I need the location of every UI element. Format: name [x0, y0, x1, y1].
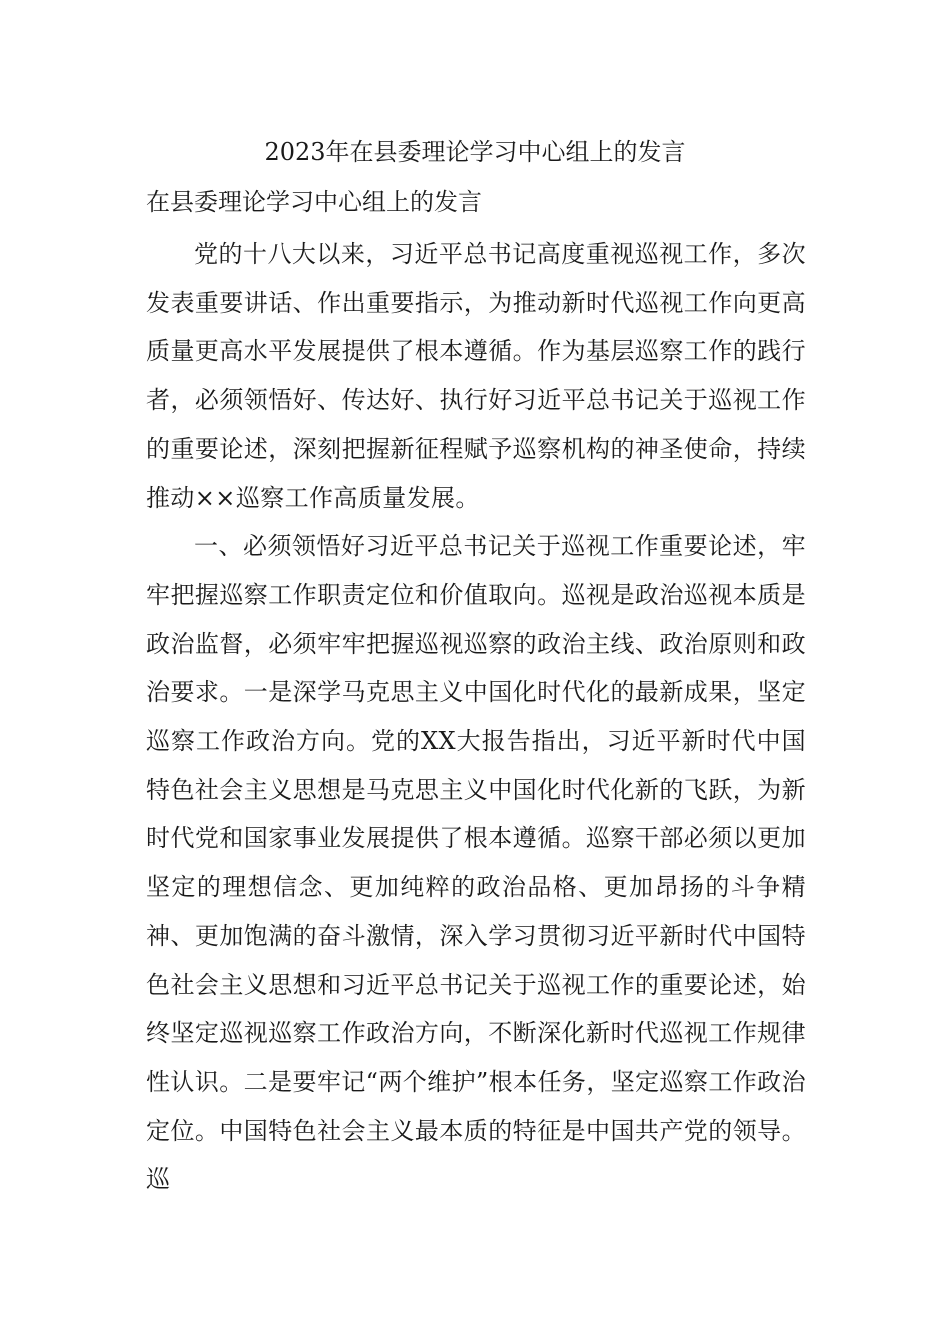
paragraph-intro: 党的十八大以来，习近平总书记高度重视巡视工作，多次发表重要讲话、作出重要指示，为推动新时代巡视工作向更高质量更高水平发展提供了根本遵循。作为基层巡察工作的践行者，必须领悟好、传达好、执行好习近平总书记关于巡视工作的重要论述，深刻把握新征程赋予巡察机构的神圣使命，持续推动××巡察工作高质量发展。: [146, 240, 806, 512]
document-body: [146, 230, 806, 1204]
paragraph-section-one: 一、必须领悟好习近平总书记关于巡视工作重要论述，牢牢把握巡察工作职责定位和价值取向。巡视是政治巡视本质是政治监督，必须牢牢把握巡视巡察的政治主线、政治原则和政治要求。一是深学马克思主义中国化时代化的最新成果，坚定巡察工作政治方向。党的XX大报告指出，习近平新时代中国特色社会主义思想是马克思主义中国化时代化新的飞跃，为新时代党和国家事业发展提供了根本遵循。巡察干部必须以更加坚定的理想信念、更加纯粹的政治品格、更加昂扬的斗争精神、更加饱满的奋斗激情，深入学习贯彻习近平新时代中国特色社会主义思想和习近平总书记关于巡视工作的重要论述，始终坚定巡视巡察工作政治方向，不断深化新时代巡视工作规律性认识。二是要牢记“两个维护”根本任务，坚定巡察工作政治定位。中国特色社会主义最本质的特征是中国共产党的领导。巡: [146, 532, 806, 1194]
document-subtitle: 在县委理论学习中心组上的发言: [146, 188, 482, 216]
document-title: 2023年在县委理论学习中心组上的发言: [264, 138, 686, 166]
